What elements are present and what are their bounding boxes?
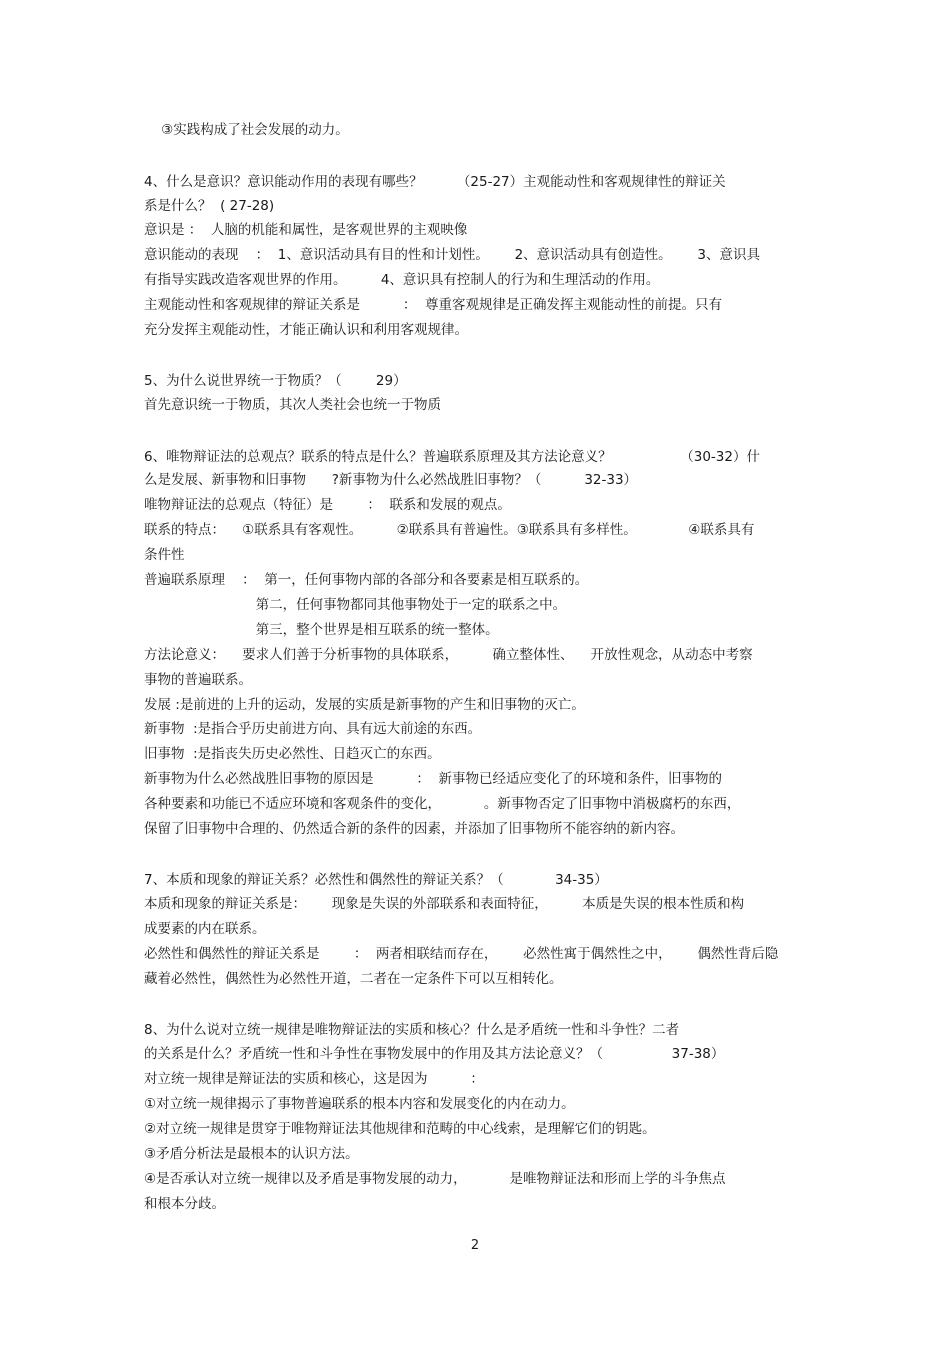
text-line: 各种要素和功能已不适应环境和客观条件的变化， 。新事物否定了旧事物中消极腐朽的东西， — [144, 796, 741, 812]
text-line: 旧事物 :是指丧失历史必然性、日趋灭亡的东西。 — [144, 746, 441, 762]
text-line: ③矛盾分析法是最根本的认识方法。 — [144, 1146, 359, 1162]
text-line: 新事物为什么必然战胜旧事物的原因是 ： 新事物已经适应变化了的环境和条件，旧事物的 — [144, 771, 722, 787]
text-line: 充分发挥主观能动性，才能正确认识和利用客观规律。 — [144, 322, 468, 338]
text-line: 联系的特点： ①联系具有客观性。 ②联系具有普遍性。③联系具有多样性。 ④联系具有 — [144, 522, 755, 538]
text-line: ①对立统一规律揭示了事物普遍联系的根本内容和发展变化的内在动力。 — [144, 1096, 575, 1112]
text-line: 第三，整个世界是相互联系的统一整体。 — [144, 622, 499, 638]
text-line: 方法论意义： 要求人们善于分析事物的具体联系， 确立整体性、 开放性观念，从动态中考察 — [144, 647, 753, 663]
page-number: 2 — [470, 1238, 480, 1253]
text-line: 有指导实践改造客观世界的作用。 4、意识具有控制人的行为和生理活动的作用。 — [144, 272, 660, 288]
question-heading: 么是发展、新事物和旧事物 ?新事物为什么必然战胜旧事物？（ 32-33） — [144, 472, 638, 488]
text-line: 唯物辩证法的总观点（特征）是 ： 联系和发展的观点。 — [144, 497, 511, 513]
text-line: 首先意识统一于物质，其次人类社会也统一于物质 — [144, 397, 441, 413]
text-line: 必然性和偶然性的辩证关系是 ： 两者相联结而存在， 必然性寓于偶然性之中， 偶然性背后隐 — [144, 946, 779, 962]
question-heading: 的关系是什么？矛盾统一性和斗争性在事物发展中的作用及其方法论意义？（ 37-38） — [144, 1046, 725, 1062]
text-line: 保留了旧事物中合理的、仍然适合新的条件的因素，并添加了旧事物所不能容纳的新内容。 — [144, 821, 684, 837]
text-line: 对立统一规律是辩证法的实质和核心，这是因为 ： — [144, 1071, 484, 1087]
question-heading: 6、唯物辩证法的总观点？联系的特点是什么？普遍联系原理及其方法论意义？ （30-32）什 — [144, 449, 760, 465]
question-heading: 系是什么？ ( 27-28) — [144, 198, 275, 214]
question-heading: 7、本质和现象的辩证关系？必然性和偶然性的辩证关系？（ 34-35） — [144, 872, 608, 888]
text-line: 成要素的内在联系。 — [144, 921, 266, 937]
text-line: 条件性 — [144, 547, 185, 563]
text-line: 新事物 :是指合乎历史前进方向、具有远大前途的东西。 — [144, 721, 482, 737]
text-line: 藏着必然性，偶然性为必然性开道，二者在一定条件下可以互相转化。 — [144, 971, 563, 987]
question-heading: 8、为什么说对立统一规律是唯物辩证法的实质和核心？什么是矛盾统一性和斗争性？二者 — [144, 1022, 680, 1038]
text-line: 主观能动性和客观规律的辩证关系是 ： 尊重客观规律是正确发挥主观能动性的前提。只有 — [144, 297, 722, 313]
text-line: 意识是 ： 人脑的机能和属性，是客观世界的主观映像 — [144, 222, 468, 238]
text-line: 和根本分歧。 — [144, 1196, 225, 1212]
question-heading: 4、什么是意识？意识能动作用的表现有哪些？ （25-27）主观能动性和客观规律性的辩证关 — [144, 174, 726, 190]
text-line: 第二，任何事物都同其他事物处于一定的联系之中。 — [144, 597, 567, 613]
text-line: 发展 :是前进的上升的运动，发展的实质是新事物的产生和旧事物的灭亡。 — [144, 697, 585, 713]
text-line: ②对立统一规律是贯穿于唯物辩证法其他规律和范畴的中心线索，是理解它们的钥匙。 — [144, 1121, 656, 1137]
text-line: ④是否承认对立统一规律以及矛盾是事物发展的动力， 是唯物辩证法和形而上学的斗争焦点 — [144, 1171, 726, 1187]
text-line: 普遍联系原理 ： 第一，任何事物内部的各部分和各要素是相互联系的。 — [144, 572, 589, 588]
text-line: 事物的普遍联系。 — [144, 672, 252, 688]
text-line: ③实践构成了社会发展的动力。 — [144, 122, 349, 138]
text-line: 本质和现象的辩证关系是： 现象是失误的外部联系和表面特征， 本质是失误的根本性质和构 — [144, 896, 745, 912]
text-line: 意识能动的表现 ： 1、意识活动具有目的性和计划性。 2、意识活动具有创造性。 3、意识具 — [144, 247, 761, 263]
question-heading: 5、为什么说世界统一于物质？（ 29） — [144, 373, 407, 389]
